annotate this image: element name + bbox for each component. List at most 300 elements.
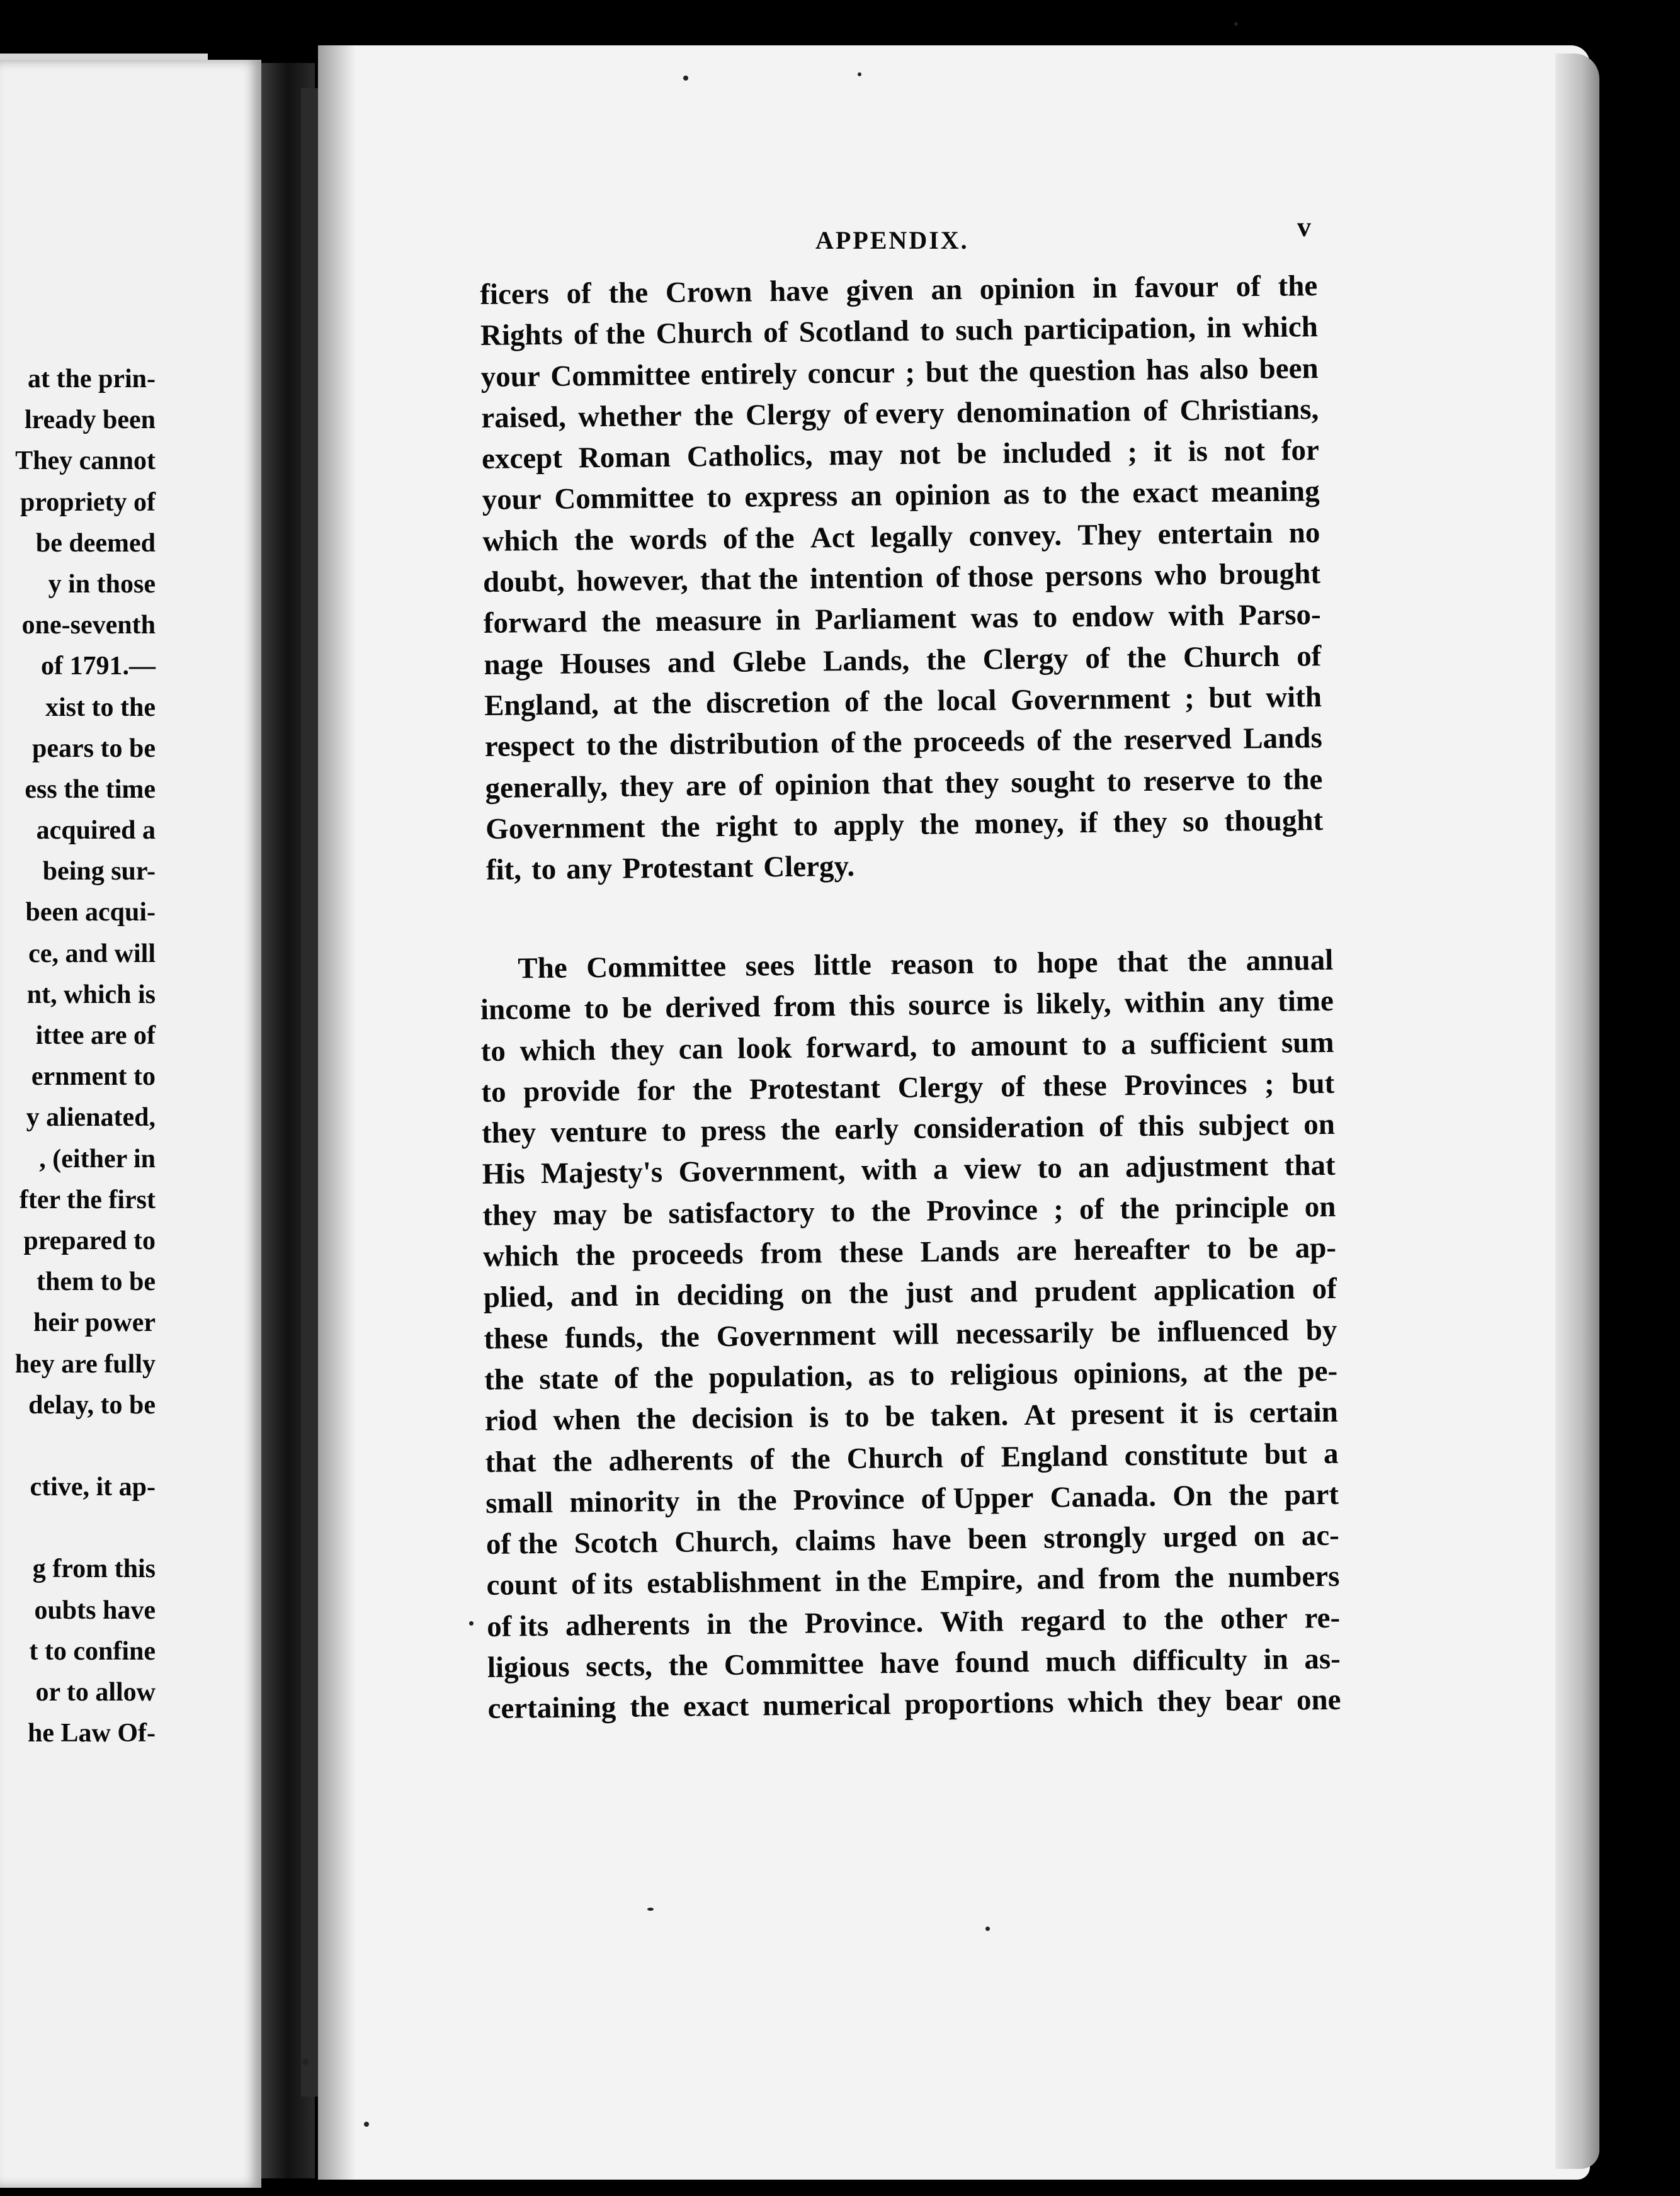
word: of <box>763 316 788 349</box>
word: the <box>652 687 692 721</box>
word: little <box>814 948 872 982</box>
word: riod <box>484 1404 538 1438</box>
word: was <box>970 601 1019 635</box>
word: one <box>1296 1684 1341 1717</box>
word: the <box>871 1194 911 1228</box>
word: in <box>1092 271 1118 305</box>
word: so <box>1182 805 1210 839</box>
word: sees <box>745 949 795 983</box>
word: your <box>482 483 542 517</box>
word: to <box>992 947 1018 980</box>
word: within <box>1124 986 1205 1020</box>
word: sum <box>1281 1026 1334 1060</box>
word: proceeds <box>913 725 1025 759</box>
word: influenced <box>1157 1314 1290 1349</box>
word: to <box>480 1034 506 1068</box>
word: to <box>1042 477 1067 511</box>
word: Protestant <box>749 1072 881 1106</box>
word: They <box>1077 518 1142 552</box>
word: Glebe <box>732 645 807 679</box>
word: the <box>1187 944 1227 978</box>
word: the <box>1174 1561 1214 1595</box>
word: the <box>1120 1192 1160 1226</box>
word: consideration <box>913 1111 1085 1145</box>
word: certain <box>1249 1396 1339 1430</box>
word: Province <box>793 1482 905 1517</box>
word: to <box>707 481 732 514</box>
word: also <box>1199 352 1249 386</box>
word: of <box>566 277 592 310</box>
word: ligious <box>487 1650 570 1684</box>
word: reserve <box>1143 764 1235 798</box>
word: to <box>909 1359 935 1392</box>
word: Clergy <box>982 642 1069 676</box>
word: exact <box>683 1689 749 1724</box>
word: just <box>905 1276 953 1310</box>
word: of the <box>485 1527 558 1561</box>
word: to the <box>586 728 658 762</box>
word: be <box>621 992 652 1025</box>
word: Lands, <box>822 643 910 677</box>
word: At <box>1024 1398 1056 1432</box>
word: this <box>848 989 895 1023</box>
word: small <box>485 1486 553 1520</box>
word: of <box>1036 724 1062 758</box>
word: the <box>1278 269 1318 303</box>
word: ap- <box>1295 1231 1337 1265</box>
word: and <box>970 1276 1018 1310</box>
word: may <box>829 438 883 472</box>
word: entirely <box>700 357 798 391</box>
word: denomination <box>956 395 1131 429</box>
word: reason <box>890 947 974 982</box>
word: the <box>919 807 960 841</box>
word: not <box>899 438 941 472</box>
word: The <box>518 951 567 985</box>
word: venture <box>550 1115 647 1150</box>
word: England <box>1001 1439 1108 1473</box>
word: for <box>1281 434 1320 467</box>
word: of <box>959 1440 985 1474</box>
word: Province <box>926 1193 1038 1228</box>
word: plied, <box>483 1281 554 1315</box>
word: opinion <box>774 767 871 801</box>
word: ; <box>1127 436 1138 469</box>
word: the <box>748 1607 788 1641</box>
word: of <box>1085 642 1110 675</box>
word: the <box>1164 1602 1204 1636</box>
word: thought <box>1224 803 1324 838</box>
word: amount <box>970 1028 1068 1063</box>
word: constitute <box>1124 1437 1248 1472</box>
word: urged <box>1162 1520 1237 1554</box>
word: intention <box>809 561 924 596</box>
word: any <box>565 852 613 886</box>
word: state <box>539 1362 599 1396</box>
word: Government <box>485 811 645 846</box>
left-page-line: be deemed <box>35 528 156 558</box>
word: much <box>1045 1644 1116 1678</box>
word: favour <box>1134 270 1219 305</box>
word: the <box>790 1442 831 1476</box>
word: Scotland <box>798 315 909 349</box>
word: is <box>1002 988 1023 1021</box>
word: is <box>1213 1396 1234 1430</box>
word: this <box>1137 1109 1184 1143</box>
word: to <box>1206 1232 1232 1266</box>
word: is <box>1188 435 1208 468</box>
word: proceeds <box>632 1237 744 1272</box>
word: not <box>1223 434 1266 468</box>
word: Government, <box>678 1154 846 1189</box>
word: of the <box>573 317 645 351</box>
word: local <box>937 684 997 718</box>
word: concur <box>807 356 895 390</box>
left-page-line: y alienated, <box>26 1103 156 1133</box>
word: on <box>1304 1190 1336 1224</box>
word: in <box>1263 1643 1288 1677</box>
word: England, <box>484 688 599 722</box>
word: be <box>1110 1315 1141 1349</box>
left-page-line: g from this <box>32 1554 156 1584</box>
word: any <box>1218 985 1265 1019</box>
left-page-line: ernment to <box>31 1062 156 1092</box>
left-page-line: lready been <box>24 405 156 435</box>
word: from <box>760 1237 823 1271</box>
word: been <box>1259 351 1319 385</box>
word: adjustment <box>1125 1150 1269 1184</box>
left-page-line: propriety of <box>20 487 156 517</box>
word: Government <box>1010 682 1171 717</box>
word: will <box>892 1318 939 1351</box>
word: opinions, <box>1073 1356 1188 1391</box>
word: likely, <box>1036 987 1111 1021</box>
word: Act <box>810 521 855 555</box>
left-page-line: been acqui- <box>25 898 156 927</box>
word: of <box>737 768 763 802</box>
word: with <box>861 1153 917 1187</box>
left-facing-page <box>0 60 261 2188</box>
word: the <box>1243 1355 1283 1389</box>
word: sects, <box>585 1650 653 1684</box>
word: with <box>1265 681 1322 714</box>
word: but <box>925 355 968 389</box>
word: the <box>636 1403 676 1436</box>
word: other <box>1220 1602 1288 1636</box>
word: question <box>1028 353 1136 388</box>
word: discretion <box>705 686 831 720</box>
word: religious <box>950 1357 1059 1392</box>
word: to <box>919 314 945 348</box>
word: of every <box>843 397 945 431</box>
word: population, <box>708 1359 853 1395</box>
word: ficers <box>480 277 550 311</box>
word: numbers <box>1227 1560 1340 1595</box>
word: when <box>553 1403 621 1437</box>
word: such <box>955 314 1014 348</box>
word: the <box>601 605 642 639</box>
word: on <box>1303 1107 1336 1141</box>
left-page-line: They cannot <box>15 446 156 476</box>
word: may <box>552 1197 608 1231</box>
word: count <box>486 1568 558 1602</box>
word: present <box>1070 1397 1165 1432</box>
word: the <box>629 1690 670 1724</box>
word: of <box>613 1362 639 1395</box>
word: your <box>480 359 540 393</box>
word: the <box>660 810 700 844</box>
word: distribution <box>669 727 819 762</box>
ink-speck <box>302 2059 309 2065</box>
left-page-line: y in those <box>48 569 156 599</box>
word: of its <box>487 1609 549 1643</box>
left-page-line: , (either in <box>39 1144 156 1174</box>
word: meaning <box>1211 475 1320 509</box>
word: adherents <box>565 1608 690 1643</box>
word: press <box>700 1114 766 1148</box>
left-page-line: or to allow <box>35 1678 156 1707</box>
word: the <box>883 684 923 718</box>
word: are <box>685 769 727 803</box>
word: on <box>800 1277 832 1311</box>
word: to <box>1032 601 1058 635</box>
left-page-line: ctive, it ap- <box>30 1473 156 1502</box>
word: Crown <box>665 275 752 309</box>
word: except <box>481 441 563 476</box>
word: satisfactory <box>668 1196 815 1230</box>
left-page-line: hey are fully <box>14 1349 156 1379</box>
left-page-line: acquired a <box>36 816 156 846</box>
word: with <box>1168 599 1225 633</box>
word: an <box>850 479 882 513</box>
word: nage <box>484 647 543 681</box>
word: the <box>575 1238 616 1272</box>
word: money, <box>974 807 1065 840</box>
word: right <box>715 809 778 843</box>
word: been <box>967 1522 1028 1556</box>
word: measure <box>655 604 762 638</box>
right-page-shadow <box>318 45 356 2180</box>
word: be <box>885 1400 915 1434</box>
word: express <box>744 480 838 514</box>
word: Province. <box>804 1605 924 1640</box>
word: a <box>1323 1437 1339 1470</box>
word: bear <box>1225 1684 1283 1718</box>
word: hereafter <box>1073 1233 1190 1267</box>
word: and <box>1036 1563 1085 1597</box>
left-page-line: ess the time <box>25 774 156 804</box>
word: of <box>1079 1192 1104 1226</box>
word: of the <box>722 521 795 555</box>
word: Christians, <box>1179 392 1319 427</box>
word: the <box>1127 641 1167 674</box>
word: the <box>552 1444 593 1478</box>
word: to <box>1037 1152 1063 1186</box>
word: in the <box>834 1565 907 1599</box>
left-page-line: being sur- <box>42 857 156 886</box>
word: sought <box>1011 765 1095 799</box>
word: Protestant <box>622 851 754 885</box>
word: derived <box>664 990 761 1025</box>
word: Church <box>846 1440 944 1475</box>
word: included <box>1002 436 1111 470</box>
word: time <box>1277 985 1334 1019</box>
word: in <box>707 1607 732 1641</box>
word: which <box>519 1033 596 1067</box>
running-head: APPENDIX. <box>815 226 969 254</box>
word: the <box>848 1277 888 1311</box>
word: Church, <box>674 1525 779 1559</box>
word: the <box>574 523 614 557</box>
word: opinion <box>979 272 1076 306</box>
word: to <box>830 1195 856 1228</box>
left-page-line: pears to be <box>32 733 156 763</box>
word: the <box>1283 762 1323 796</box>
word: to <box>1246 763 1272 796</box>
word: can <box>678 1032 724 1066</box>
word: these <box>484 1322 548 1356</box>
word: and <box>667 645 716 679</box>
word: adherents <box>608 1443 734 1478</box>
word: Church <box>1183 640 1280 674</box>
left-page-line: heir power <box>33 1308 156 1338</box>
word: the <box>737 1483 777 1517</box>
word: Parliament <box>814 602 957 637</box>
word: to <box>844 1400 870 1434</box>
word: and <box>570 1280 618 1313</box>
word: they <box>619 769 674 803</box>
word: Clergy. <box>763 849 855 884</box>
word: have <box>769 274 829 308</box>
left-page-line: t to confine <box>29 1636 156 1666</box>
word: as- <box>1304 1642 1341 1676</box>
word: if <box>1079 806 1098 839</box>
word: annual <box>1246 943 1334 978</box>
word: deciding <box>676 1278 784 1313</box>
word: whether <box>577 399 682 434</box>
word: Houses <box>560 646 651 681</box>
paragraph-1 <box>480 266 1324 891</box>
left-page-line: nt, which is <box>26 980 156 1009</box>
word: however, <box>576 563 688 598</box>
word: they <box>1113 805 1167 839</box>
text-line <box>484 636 1322 686</box>
word: these <box>839 1236 904 1270</box>
word: Government <box>716 1318 877 1353</box>
word: Lands <box>920 1235 1000 1269</box>
word: On <box>1172 1479 1213 1513</box>
word: that <box>1284 1149 1336 1183</box>
word: doubt, <box>482 565 565 599</box>
ink-speck <box>985 1927 990 1931</box>
word: the <box>780 1113 820 1147</box>
word: early <box>834 1112 899 1146</box>
word: of those <box>935 560 1034 594</box>
word: at <box>613 688 638 721</box>
word: Committee <box>724 1647 864 1682</box>
ink-speck <box>364 2122 369 2127</box>
left-page-line: he Law Of- <box>28 1719 156 1748</box>
word: the <box>484 1363 525 1396</box>
word: apply <box>833 808 905 842</box>
word: in <box>635 1279 660 1313</box>
word: fit, <box>485 853 522 887</box>
word: the <box>1228 1478 1268 1512</box>
word: ac- <box>1301 1519 1340 1553</box>
word: they <box>610 1033 665 1067</box>
word: With <box>939 1605 1004 1639</box>
word: part <box>1284 1478 1339 1512</box>
ink-speck <box>858 72 861 76</box>
word: of <box>1312 1272 1337 1306</box>
word: difficulty <box>1132 1643 1248 1678</box>
word: reserved <box>1123 722 1232 757</box>
word: Committee <box>550 358 691 393</box>
word: they <box>1157 1685 1212 1719</box>
word: are <box>1016 1234 1057 1268</box>
word: Majesty's <box>540 1156 663 1191</box>
word: persons <box>1045 559 1143 593</box>
word: an <box>1077 1152 1110 1185</box>
word: establishment <box>646 1565 822 1600</box>
word: words <box>629 523 707 557</box>
left-page-line: at the prin- <box>28 365 156 393</box>
left-page-line: one-seventh <box>21 611 156 640</box>
word: Rights <box>480 318 563 353</box>
word: forward, <box>805 1030 917 1065</box>
word: found <box>955 1645 1030 1680</box>
word: as <box>868 1359 895 1393</box>
word: strongly <box>1043 1521 1147 1555</box>
word: certaining <box>487 1691 616 1726</box>
word: a <box>933 1153 948 1186</box>
word: subject <box>1198 1108 1290 1143</box>
word: a <box>1121 1027 1137 1061</box>
word: be <box>1248 1231 1279 1265</box>
word: which <box>482 524 559 558</box>
ink-speck <box>683 76 688 81</box>
word: to <box>1082 1028 1107 1061</box>
word: who <box>1154 558 1208 592</box>
word: they <box>481 1116 536 1150</box>
word: raised, <box>481 400 567 434</box>
text-line <box>485 800 1324 850</box>
word: on <box>1253 1519 1285 1553</box>
word: exact <box>1132 476 1199 510</box>
ink-speck <box>647 1908 654 1911</box>
word: ; <box>1264 1067 1274 1101</box>
word: the <box>659 1320 700 1354</box>
word: for <box>637 1073 676 1107</box>
word: re- <box>1304 1601 1341 1635</box>
text-line <box>480 307 1319 356</box>
word: the <box>979 354 1019 388</box>
word: the <box>693 399 734 433</box>
word: Provinces <box>1124 1068 1247 1102</box>
word: claims <box>795 1524 876 1558</box>
word: of its <box>570 1567 633 1601</box>
word: endow <box>1071 600 1154 634</box>
word: numerical <box>762 1688 892 1723</box>
word: generally, <box>485 770 608 805</box>
word: that <box>882 767 933 800</box>
word: entertain <box>1157 516 1273 551</box>
word: source <box>908 988 990 1022</box>
word: brought <box>1218 557 1321 591</box>
left-page-line: fter the first <box>19 1185 156 1214</box>
word: that <box>1116 945 1169 979</box>
word: legally <box>870 519 953 554</box>
